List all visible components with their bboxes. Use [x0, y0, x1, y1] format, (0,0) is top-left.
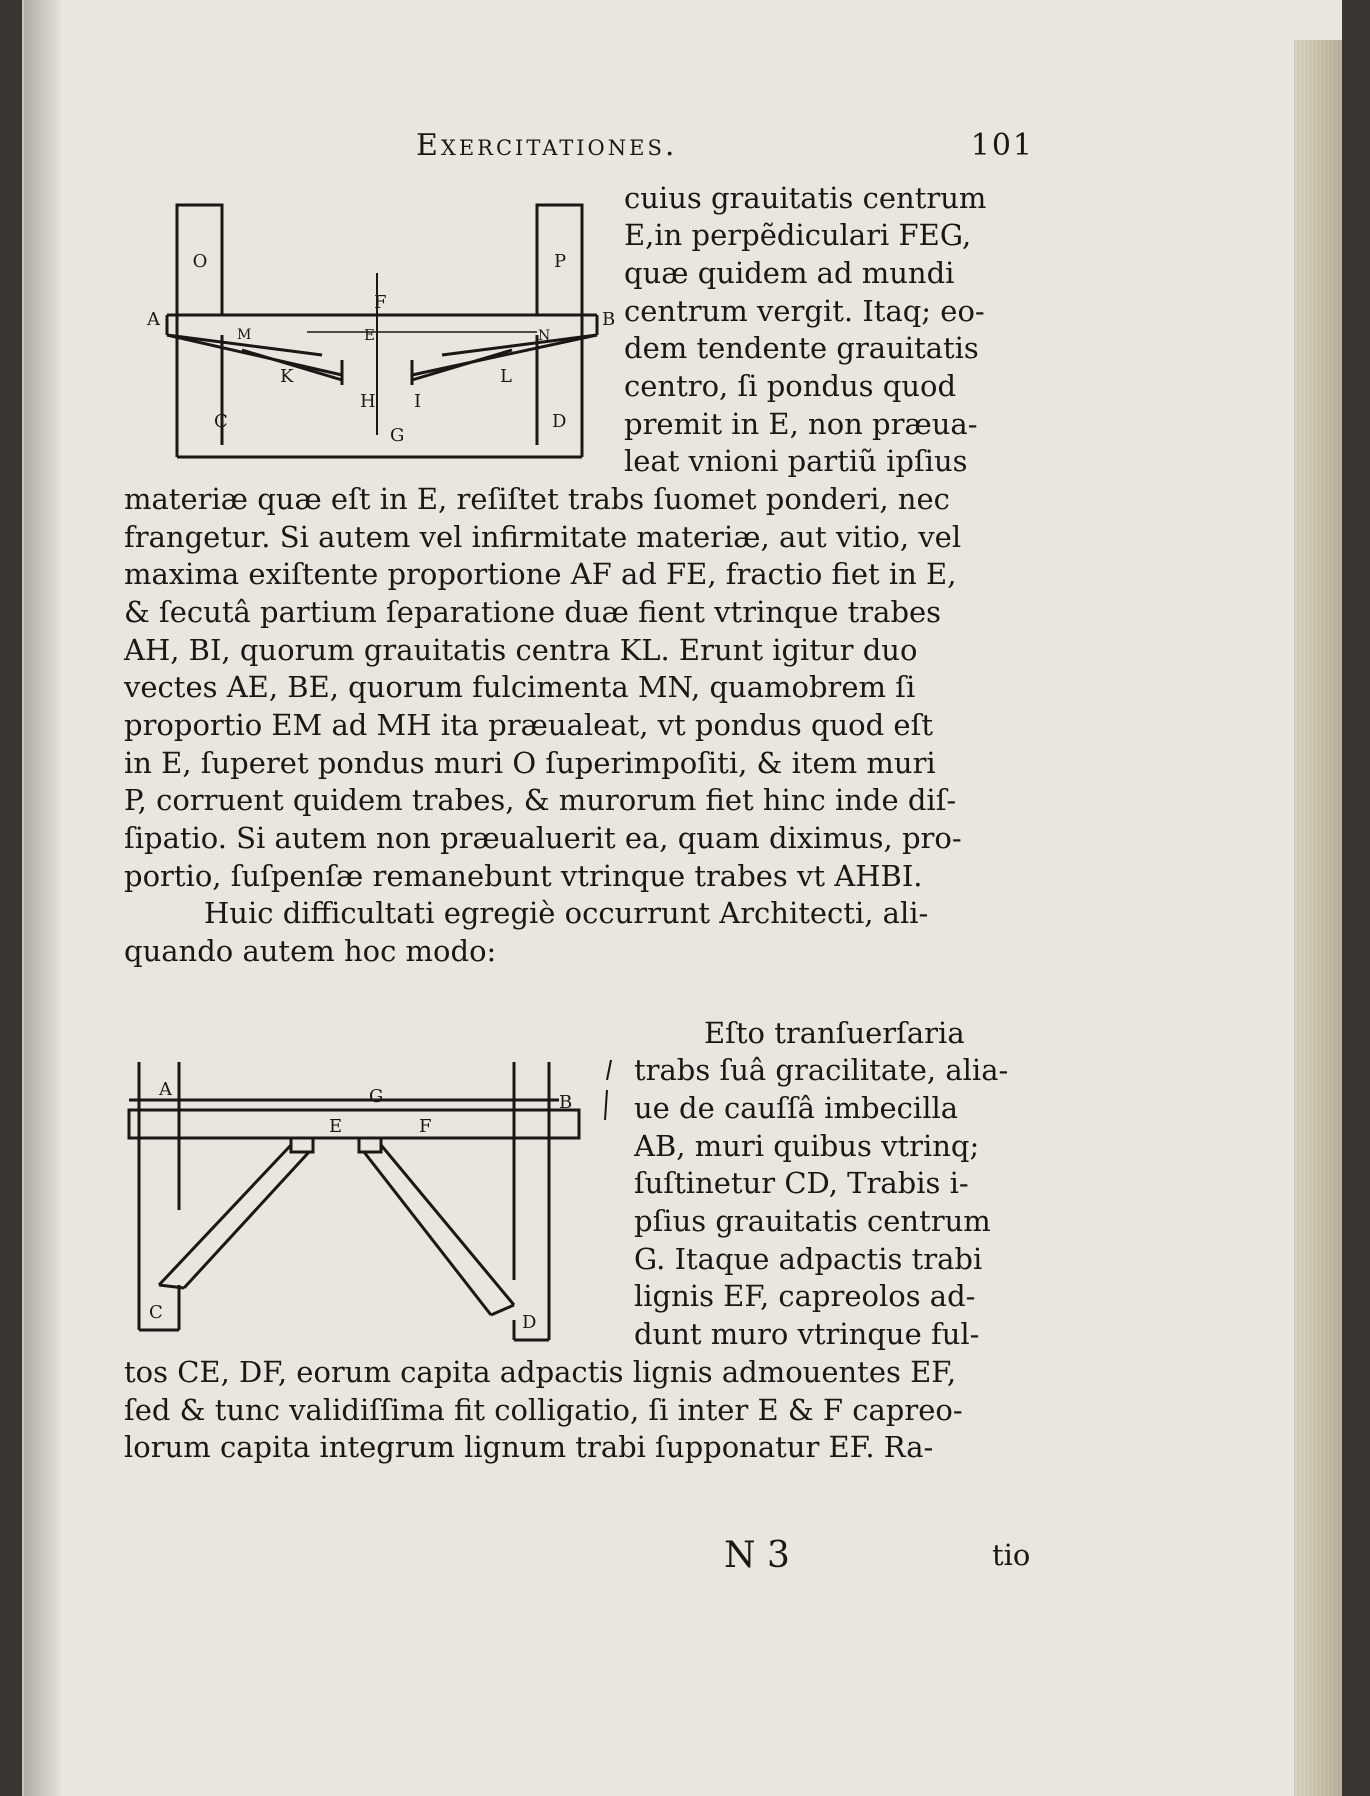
text-line: centro, ſi pondus quod	[624, 369, 957, 403]
fig1-label-p: P	[553, 251, 567, 272]
text-line: dem tendente grauitatis	[624, 331, 979, 365]
text-line: quæ quidem ad mundi	[624, 256, 955, 290]
page-number: 101	[970, 128, 1034, 163]
text-line: lorum capita integrum lignum trabi ſupponatur EF. Ra-	[124, 1430, 934, 1464]
text-line: ue de cauſſâ imbecilla	[634, 1091, 959, 1125]
fig1-label-b: B	[602, 309, 616, 330]
fig2-label-c: C	[149, 1302, 163, 1323]
fig1-label-d: D	[552, 411, 567, 432]
text-line: ſipatio. Si autem non præualuerit ea, quam diximus, pro-	[124, 821, 962, 855]
text-line: maxima exiſtente proportione AF ad FE, fractio fiet in E,	[124, 557, 957, 591]
gutter-shadow	[24, 0, 64, 1796]
text-line: tos CE, DF, eorum capita adpactis lignis admouentes EF,	[124, 1355, 957, 1389]
text-line: frangetur. Si autem vel infirmitate materiæ, aut vitio, vel	[124, 520, 962, 554]
fig1-label-m: M	[237, 327, 252, 343]
fig1-label-g: G	[390, 425, 405, 446]
fig2-label-a: A	[159, 1079, 172, 1100]
text-line: E,in perpẽdiculari FEG,	[624, 218, 972, 252]
brace-df	[381, 1145, 514, 1305]
text-line: dunt muro vtrinque ful-	[634, 1317, 980, 1351]
text-line: ſuſtinetur CD, Trabis i-	[634, 1166, 969, 1200]
fig2-label-f: F	[419, 1116, 432, 1137]
fig1-label-l: L	[500, 366, 512, 387]
fig1-label-c: C	[214, 411, 228, 432]
fig2-label-g: G	[369, 1086, 384, 1107]
figure-broken-beam	[142, 195, 616, 465]
text-line: materiæ quæ eſt in E, reſiſtet trabs ſuomet ponderi, nec	[124, 482, 950, 516]
text-line: AH, BI, quorum grauitatis centra KL. Erunt igitur duo	[124, 633, 918, 667]
figure-braced-beam-drawing	[119, 1050, 609, 1350]
fig2-label-d: D	[522, 1312, 537, 1333]
running-head: Exercitationes.	[416, 128, 678, 163]
fig1-label-i: I	[414, 391, 422, 412]
text-line: proportio EM ad MH ita præualeat, vt pondus quod eſt	[124, 708, 933, 742]
text-line: quando autem hoc modo:	[124, 934, 497, 968]
page-header	[134, 128, 1034, 168]
text-line: centrum vergit. Itaq; eo-	[624, 294, 985, 328]
text-line: & ſecutâ partium ſeparatione duæ fient vtrinque trabes	[124, 595, 942, 629]
text-line: ſed & tunc validiſſima fit colligatio, ſi inter E & F capreo-	[124, 1393, 963, 1427]
text-line: vectes AE, BE, quorum fulcimenta MN, quamobrem ſi	[124, 670, 916, 704]
fig2-label-b: B	[559, 1092, 573, 1113]
block-e	[291, 1138, 313, 1152]
text-line: Huic difficultati egregiè occurrunt Architecti, ali-	[204, 896, 929, 930]
text-line: trabs ſuâ gracilitate, alia-	[634, 1053, 1009, 1087]
text-line: leat vnioni partiũ ipſius	[624, 444, 968, 478]
fig2-label-e: E	[329, 1116, 343, 1137]
book-page	[22, 0, 1342, 1796]
text-line: lignis EF, capreolos ad-	[634, 1279, 976, 1313]
figure-broken-beam-drawing	[142, 195, 616, 465]
beam-ab	[129, 1110, 579, 1138]
fig1-label-n: N	[538, 328, 551, 344]
signature-mark: N 3	[724, 1535, 790, 1576]
text-line: portio, ſuſpenſæ remanebunt vtrinque trabes vt AHBI.	[124, 859, 923, 893]
fig1-label-f: F	[374, 292, 387, 313]
fig1-label-o: O	[192, 251, 208, 272]
fig1-label-a: A	[147, 309, 160, 330]
text-line: G. Itaque adpactis trabi	[634, 1242, 983, 1276]
figure-braced-beam	[119, 1050, 609, 1350]
block-f	[359, 1138, 381, 1152]
text-line: pſius grauitatis centrum	[634, 1204, 991, 1238]
page-edges	[1294, 40, 1342, 1796]
fig1-label-e: E	[364, 326, 375, 344]
text-line: AB, muri quibus vtrinq;	[634, 1129, 980, 1163]
fig1-label-h: H	[360, 391, 376, 412]
fig1-label-k: K	[280, 366, 294, 387]
text-line: Eſto tranſuerſaria	[704, 1016, 965, 1050]
text-line: in E, ſuperet pondus muri O ſuperimpoſiti, & item muri	[124, 746, 936, 780]
text-line: P, corruent quidem trabes, & murorum fiet hinc inde diſ-	[124, 783, 957, 817]
text-line: premit in E, non præua-	[624, 407, 978, 441]
catchword: tio	[992, 1538, 1031, 1572]
text-line: cuius grauitatis centrum	[624, 181, 987, 215]
